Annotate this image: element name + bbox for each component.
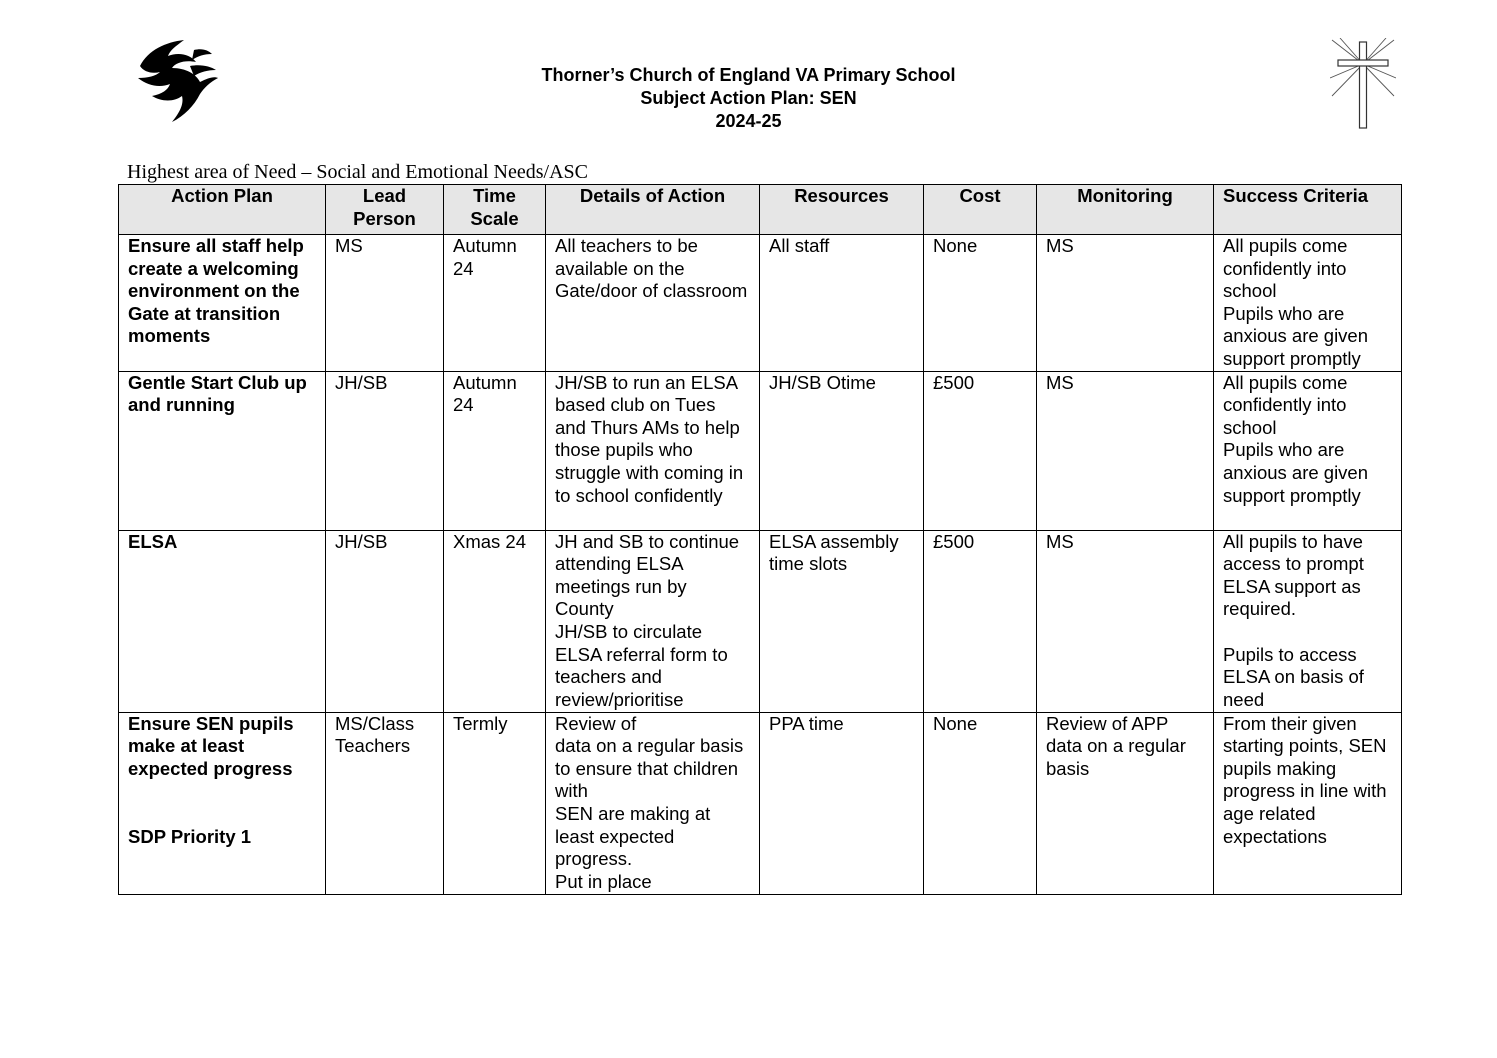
- cost-cell: £500: [924, 530, 1037, 712]
- monitoring-cell: MS: [1037, 371, 1214, 530]
- action-cell: ELSA: [119, 530, 326, 712]
- table-row: [119, 712, 1402, 894]
- time-cell: Autumn 24: [444, 371, 546, 530]
- resources-cell: PPA time: [760, 712, 924, 894]
- resources-cell: JH/SB Otime: [760, 371, 924, 530]
- cost-cell: None: [924, 712, 1037, 894]
- table-row: [119, 371, 1402, 530]
- radiant-cross-icon: [1330, 38, 1396, 130]
- table-header-row: [119, 185, 1402, 235]
- action-cell: Gentle Start Club up and running: [119, 371, 326, 530]
- cost-cell: None: [924, 235, 1037, 372]
- table-row: [119, 530, 1402, 712]
- monitoring-cell: Review of APP data on a regular basis: [1037, 712, 1214, 894]
- school-name: Thorner’s Church of England VA Primary School: [541, 65, 956, 85]
- column-header-success-criteria: Success Criteria: [1214, 185, 1402, 235]
- column-header-time-scale: Time Scale: [444, 185, 546, 235]
- column-header-resources: Resources: [760, 185, 924, 235]
- action-cell: Ensure all staff help create a welcoming environment on the Gate at transition moments: [119, 235, 326, 372]
- academic-year: 2024-25: [715, 111, 782, 131]
- resources-cell: ELSA assembly time slots: [760, 530, 924, 712]
- lead-cell: MS/Class Teachers: [326, 712, 444, 894]
- document-header: [0, 64, 1497, 133]
- time-cell: Termly: [444, 712, 546, 894]
- column-header-details: Details of Action: [546, 185, 760, 235]
- column-header-monitoring: Monitoring: [1037, 185, 1214, 235]
- success-cell: All pupils to have access to prompt ELSA support as required. Pupils to access ELSA on basis of need: [1214, 530, 1402, 712]
- time-cell: Xmas 24: [444, 530, 546, 712]
- time-cell: Autumn 24: [444, 235, 546, 372]
- resources-cell: All staff: [760, 235, 924, 372]
- table-row: [119, 235, 1402, 372]
- lead-cell: MS: [326, 235, 444, 372]
- details-cell: All teachers to be available on the Gate/door of classroom: [546, 235, 760, 372]
- monitoring-cell: MS: [1037, 235, 1214, 372]
- lead-cell: JH/SB: [326, 371, 444, 530]
- success-cell: All pupils come confidently into school Pupils who are anxious are given support promptly: [1214, 371, 1402, 530]
- monitoring-cell: MS: [1037, 530, 1214, 712]
- cost-cell: £500: [924, 371, 1037, 530]
- details-cell: JH/SB to run an ELSA based club on Tues and Thurs AMs to help those pupils who struggle with coming in to school confidently: [546, 371, 760, 530]
- action-plan-table: [118, 184, 1402, 895]
- highest-need-label: Highest area of Need – Social and Emotional Needs/ASC: [127, 161, 588, 183]
- success-cell: From their given starting points, SEN pupils making progress in line with age related expectations: [1214, 712, 1402, 894]
- column-header-cost: Cost: [924, 185, 1037, 235]
- lead-cell: JH/SB: [326, 530, 444, 712]
- success-cell: All pupils come confidently into school Pupils who are anxious are given support promptly: [1214, 235, 1402, 372]
- details-cell: Review of data on a regular basis to ensure that children with SEN are making at least expected progress. Put in place: [546, 712, 760, 894]
- column-header-action-plan: Action Plan: [119, 185, 326, 235]
- column-header-lead-person: Lead Person: [326, 185, 444, 235]
- plan-title: Subject Action Plan: SEN: [640, 88, 857, 108]
- action-cell: Ensure SEN pupils make at least expected progress SDP Priority 1: [119, 712, 326, 894]
- details-cell: JH and SB to continue attending ELSA meetings run by County JH/SB to circulate ELSA referral form to teachers and review/prioritise: [546, 530, 760, 712]
